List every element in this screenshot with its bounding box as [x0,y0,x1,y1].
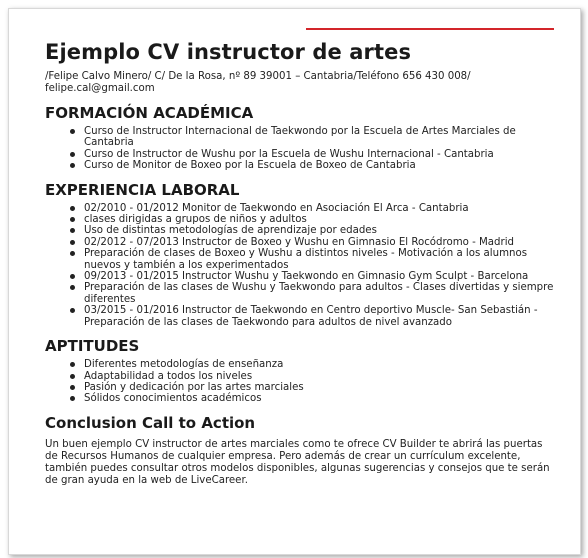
list-item: Pasión y dedicación por las artes marciales [84,382,555,393]
list-item: 02/2012 - 07/2013 Instructor de Boxeo y Wushu en Gimnasio El Rocódromo - Madrid [84,237,555,248]
list-item: Diferentes metodologías de enseñanza [84,359,555,370]
list-item: Preparación de las clases de Wushu y Taekwondo para adultos - Clases divertidas y siempre diferentes [84,282,554,305]
resume-page [8,8,581,555]
experiencia-list [45,203,555,328]
list-item: Curso de Instructor Internacional de Taekwondo por la Escuela de Artes Marciales de Cantabria [84,126,555,149]
page-title: Ejemplo CV instructor de artes [45,40,412,64]
list-item: 09/2013 - 01/2015 Instructor Wushu y Taekwondo en Gimnasio Gym Sculpt - Barcelona [84,271,555,282]
resume-content [45,37,555,487]
list-item: 03/2015 - 01/2016 Instructor de Taekwondo en Centro deportivo Muscle- San Sebastián - Preparación de las clases de Taekwondo para adultos de nivel avanzado [84,305,555,328]
contact-info: /Felipe Calvo Minero/ C/ De la Rosa, nº 89 39001 – Cantabria/Teléfono 656 430 008/ felipe.cal@gmail.com [45,71,471,94]
list-item: Preparación de clases de Boxeo y Wushu a distintos niveles - Motivación a los alumnos nuevos y también a los experimentados [84,248,555,271]
formacion-list [45,126,555,172]
list-item: Curso de Instructor de Wushu por la Escuela de Wushu Internacional - Cantabria [84,149,555,160]
list-item: clases dirigidas a grupos de niños y adultos [84,214,555,225]
conclusion-text: Un buen ejemplo CV instructor de artes marciales como te ofrece CV Builder te abrirá las puertas de Recursos Humanos de cualquier empresa. Pero además de crear un currículum excelente, también puedes consultar otros modelos disponibles, algunas sugerencias y consejos que te serán de gran ayuda en la web de LiveCareer. [45,438,550,486]
section-heading-conclusion: Conclusion Call to Action [45,413,256,432]
list-item: Adaptabilidad a todos los niveles [84,371,555,382]
list-item: 02/2010 - 01/2012 Monitor de Taekwondo en Asociación El Arca - Cantabria [84,203,555,214]
list-item: Curso de Monitor de Boxeo por la Escuela de Boxeo de Cantabria [84,160,555,171]
list-item: Sólidos conocimientos académicos [84,393,555,404]
section-heading-experiencia: EXPERIENCIA LABORAL [45,180,240,199]
accent-line [306,28,554,30]
section-heading-aptitudes: APTITUDES [45,337,140,356]
aptitudes-list [45,359,555,405]
section-heading-formacion: FORMACIÓN ACADÉMICA [45,104,254,122]
list-item: Uso de distintas metodologías de aprendizaje por edades [84,225,555,236]
